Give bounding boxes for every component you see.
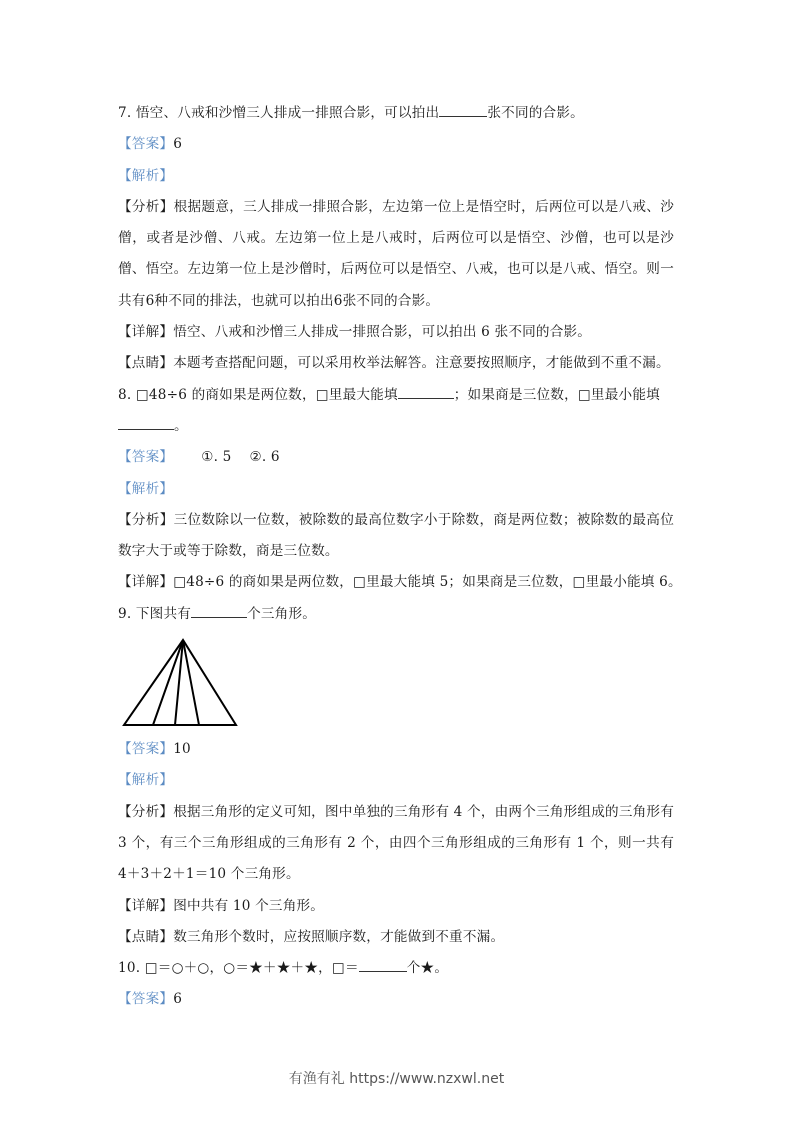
triangle-fan-diagram (122, 638, 242, 730)
xiangjie-tag: 【详解】 (118, 897, 174, 914)
xiangjie-text: 悟空、八戒和沙憎三人排成一排照合影，可以拍出 6 张不同的合影。 (173, 324, 592, 341)
dianjing-tag: 【点睛】 (118, 355, 174, 372)
q8-question-part2: ；如果商是三位数，□里最小能填 (453, 386, 660, 403)
document-page (118, 98, 682, 1016)
dianjing-text: 数三角形个数时，应按照顺序数，才能做到不重不漏。 (173, 928, 505, 945)
q7-question (118, 98, 674, 129)
q10-answer (118, 984, 674, 1015)
q8-analysis-heading (118, 474, 674, 505)
q8-question-part1: 8. □48÷6 的商如果是两位数，□里最大能填 (118, 386, 398, 403)
answer-tag: 【答案】 (118, 136, 174, 153)
dianjing-text: 本题考查搭配问题，可以采用枚举法解答。注意要按照顺序，才能做到不重不漏。 (173, 355, 670, 372)
answer-tag: 【答案】 (118, 449, 174, 466)
fenxi-tag: 【分析】 (118, 803, 174, 820)
q7-dianjing (118, 348, 674, 379)
answer-value-2: ②. 6 (249, 449, 280, 466)
xiangjie-text: □48÷6 的商如果是两位数，□里最大能填 5；如果商是三位数，□里最小能填 6。 (173, 574, 682, 591)
fenxi-text: 三位数除以一位数，被除数的最高位数字小于除数，商是两位数；被除数的最高位数字大于或等于除数，商是三位数。 (118, 511, 674, 560)
analysis-tag: 【解析】 (118, 167, 174, 184)
q9-xiangjie (118, 891, 674, 922)
answer-blank (398, 386, 454, 399)
q8-answer (118, 442, 674, 473)
q9-question-text: 9. 下图共有 (118, 605, 192, 622)
footer-watermark: 有渔有礼 https://www.nzxwl.net (288, 1071, 505, 1087)
q8-xiangjie (118, 567, 682, 598)
q8-fenxi (118, 505, 674, 568)
xiangjie-tag: 【详解】 (118, 574, 174, 591)
q7-fenxi (118, 192, 674, 317)
q8-question-end: 。 (174, 417, 188, 434)
q9-analysis-heading (118, 765, 674, 796)
xiangjie-tag: 【详解】 (118, 324, 174, 341)
q7-question-text: 7. 悟空、八戒和沙憎三人排成一排照合影，可以拍出 (118, 105, 440, 121)
q7-answer (118, 129, 674, 160)
q10-question-tail: 个★。 (406, 960, 449, 977)
q8-question-line1 (118, 380, 674, 411)
q7-xiangjie (118, 317, 674, 348)
answer-blank (439, 104, 487, 117)
fenxi-tag: 【分析】 (118, 198, 174, 215)
q9-fenxi (118, 797, 674, 891)
q9-answer (118, 734, 674, 765)
analysis-tag: 【解析】 (118, 480, 174, 497)
fenxi-tag: 【分析】 (118, 511, 174, 528)
fenxi-text: 根据题意，三人排成一排照合影，左边第一位上是悟空时，后两位可以是八戒、沙僧，或者是沙僧、八戒。左边第一位上是八戒时，后两位可以是悟空、沙僧，也可以是沙僧、悟空。左边第一位上是沙僧时，后两位可以是悟空、八戒，也可以是八戒、悟空。则一共有6种不同的排法，也就可以拍出6张不同的合影。 (118, 198, 674, 309)
answer-blank (191, 605, 247, 618)
xiangjie-text: 图中共有 10 个三角形。 (173, 897, 325, 914)
answer-blank (118, 417, 174, 430)
answer-tag: 【答案】 (118, 991, 174, 1008)
analysis-tag: 【解析】 (118, 772, 174, 789)
q9-question (118, 599, 674, 630)
answer-value-1: ①. 5 (201, 449, 232, 466)
dianjing-tag: 【点睛】 (118, 928, 174, 945)
q10-question-text: 10. □＝○＋○，○＝★＋★＋★，□＝ (118, 960, 359, 977)
answer-value: 6 (173, 991, 183, 1008)
answer-value: 6 (173, 136, 183, 153)
answer-value: 10 (173, 741, 191, 758)
q10-question (118, 953, 674, 984)
fenxi-text: 根据三角形的定义可知，图中单独的三角形有 4 个，由两个三角形组成的三角形有 3 个，有三个三角形组成的三角形有 2 个，由四个三角形组成的三角形有 1 个，则一共有 4＋3＋2＋1＝10 个三角形。 (118, 803, 674, 883)
answer-tag: 【答案】 (118, 741, 174, 758)
q8-question-line2 (118, 411, 674, 442)
q9-question-tail: 个三角形。 (247, 605, 317, 622)
q9-dianjing (118, 922, 674, 953)
q7-question-tail: 张不同的合影。 (487, 105, 584, 121)
q7-analysis-heading (118, 161, 674, 192)
answer-blank (359, 959, 407, 972)
triangle-figure (118, 630, 674, 734)
